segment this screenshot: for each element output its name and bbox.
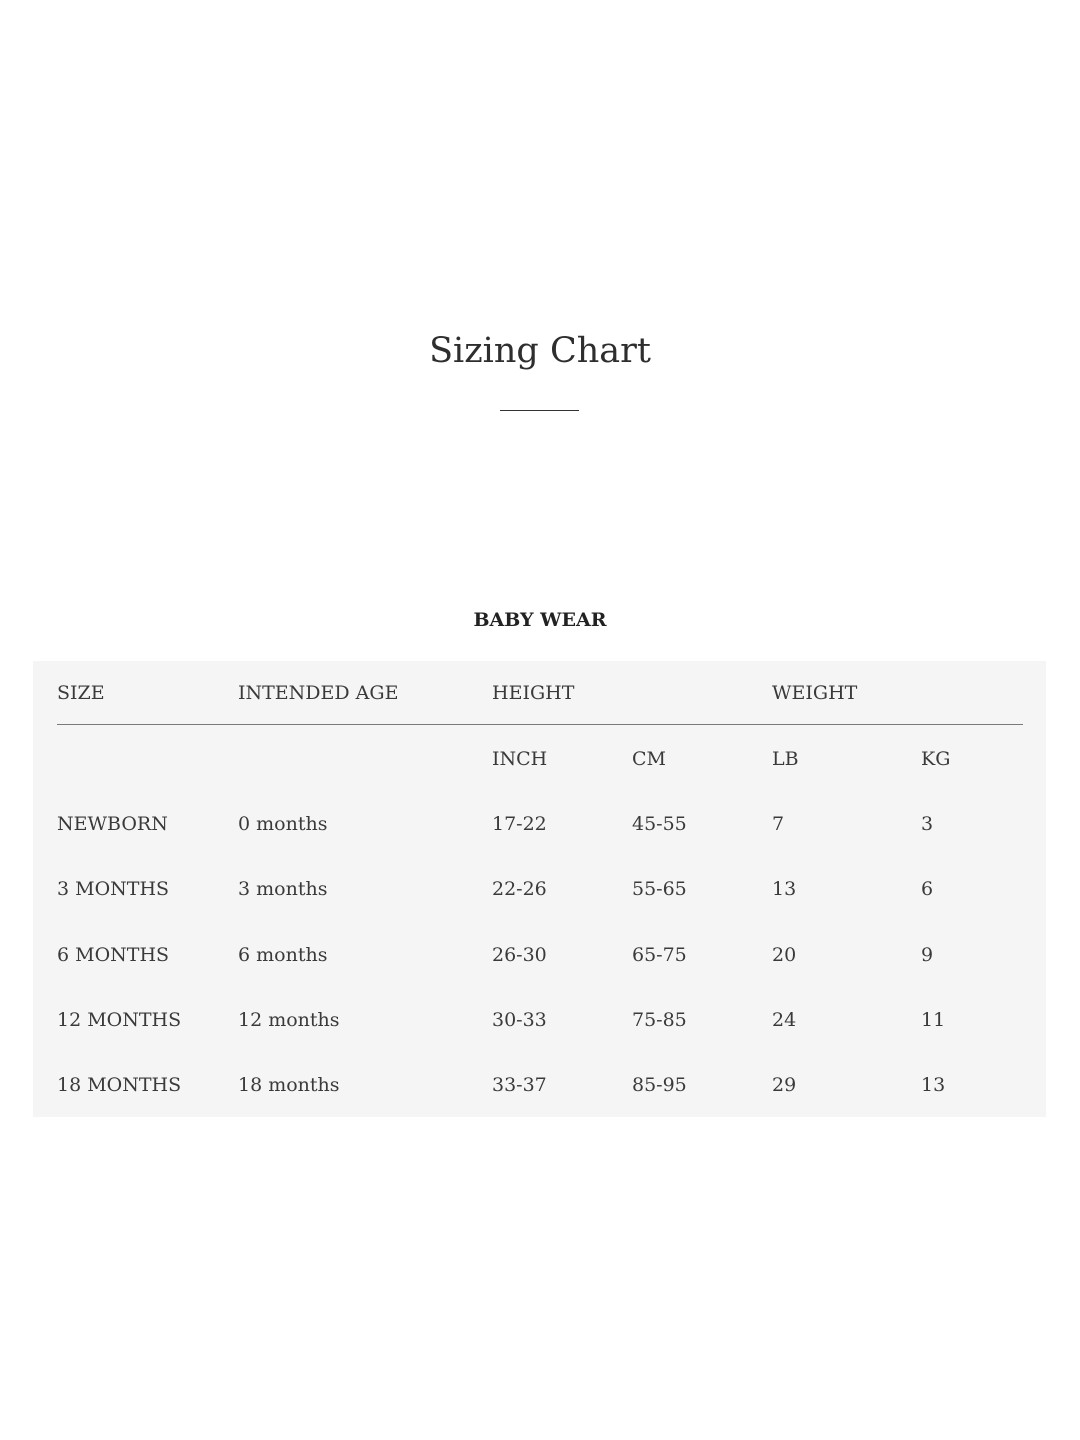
table-cell-lb: 29 (772, 1074, 797, 1096)
header-size: SIZE (57, 682, 105, 704)
table-cell-size: 6 MONTHS (57, 944, 170, 966)
subheader-cm: CM (632, 748, 666, 770)
section-title: BABY WEAR (473, 609, 607, 631)
table-cell-lb: 24 (772, 1009, 797, 1031)
header-weight: WEIGHT (772, 682, 858, 704)
header-height: HEIGHT (492, 682, 575, 704)
table-cell-lb: 13 (772, 878, 797, 900)
table-cell-kg: 13 (921, 1074, 946, 1096)
table-cell-inch: 17-22 (492, 813, 547, 835)
title-divider (500, 410, 579, 411)
table-cell-inch: 30-33 (492, 1009, 547, 1031)
subheader-inch: INCH (492, 748, 548, 770)
header-divider (57, 724, 1023, 725)
table-cell-age: 0 months (238, 813, 328, 835)
table-cell-cm: 85-95 (632, 1074, 687, 1096)
table-cell-kg: 6 (921, 878, 934, 900)
subheader-lb: LB (772, 748, 799, 770)
subheader-kg: KG (921, 748, 951, 770)
table-cell-age: 12 months (238, 1009, 340, 1031)
table-cell-size: NEWBORN (57, 813, 168, 835)
table-cell-kg: 3 (921, 813, 934, 835)
table-cell-inch: 26-30 (492, 944, 547, 966)
table-cell-cm: 65-75 (632, 944, 687, 966)
table-cell-lb: 20 (772, 944, 797, 966)
table-cell-kg: 11 (921, 1009, 946, 1031)
table-cell-cm: 55-65 (632, 878, 687, 900)
table-cell-inch: 33-37 (492, 1074, 547, 1096)
table-cell-cm: 45-55 (632, 813, 687, 835)
table-cell-inch: 22-26 (492, 878, 547, 900)
table-cell-age: 6 months (238, 944, 328, 966)
table-cell-size: 3 MONTHS (57, 878, 170, 900)
header-intended-age: INTENDED AGE (238, 682, 399, 704)
page-title: Sizing Chart (429, 331, 651, 371)
table-cell-lb: 7 (772, 813, 785, 835)
table-cell-age: 18 months (238, 1074, 340, 1096)
table-cell-cm: 75-85 (632, 1009, 687, 1031)
table-cell-age: 3 months (238, 878, 328, 900)
table-cell-size: 12 MONTHS (57, 1009, 182, 1031)
table-cell-size: 18 MONTHS (57, 1074, 182, 1096)
table-cell-kg: 9 (921, 944, 934, 966)
